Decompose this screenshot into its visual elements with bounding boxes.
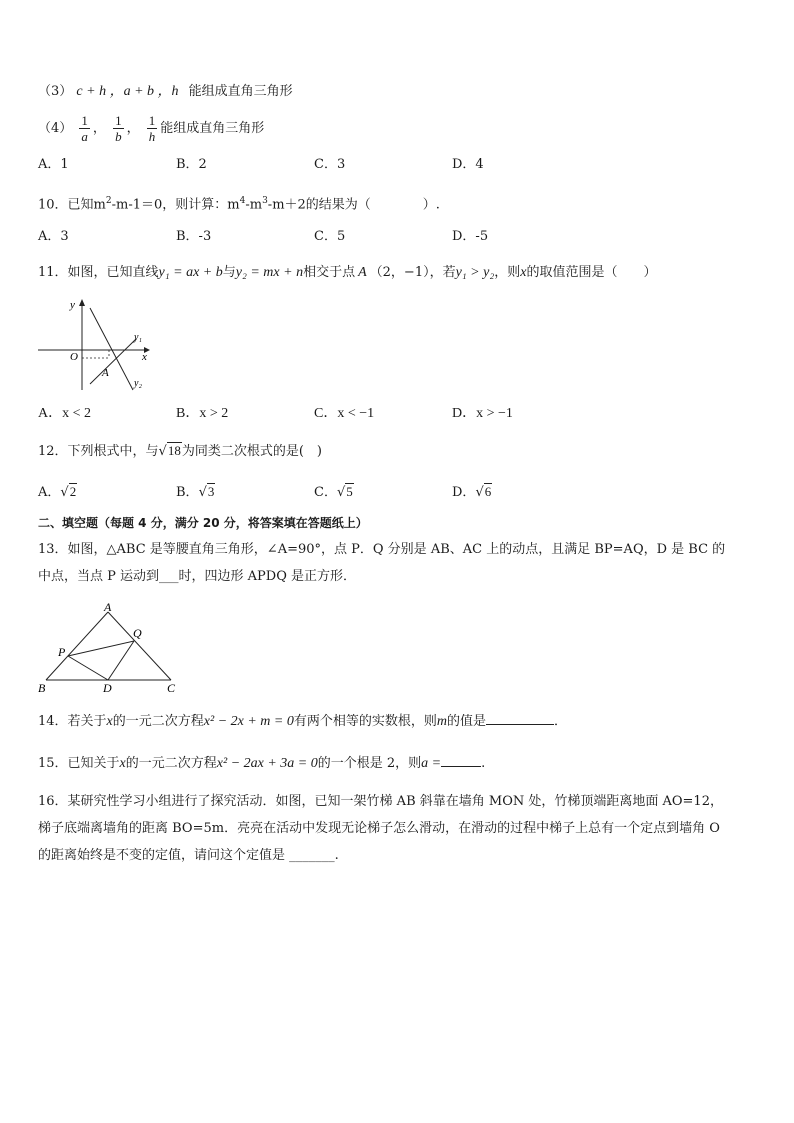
item-prefix: （3） — [38, 84, 73, 99]
item-text: 能组成直角三角形 — [188, 84, 293, 99]
item-math: c + h ，a + b ，h — [76, 84, 179, 99]
option-b[interactable]: B．√3 — [176, 484, 215, 500]
option-a[interactable]: A．x < 2 — [38, 406, 92, 421]
q12-options — [38, 483, 758, 501]
q16-line-1: 16．某研究性学习小组进行了探究活动．如图，已知一架竹梯 AB 斜靠在墙角 MON 处，竹梯顶端距离地面 AO=12， — [38, 794, 723, 809]
option-b[interactable]: B．2 — [176, 157, 207, 172]
option-c[interactable]: C．3 — [314, 157, 346, 172]
option-b[interactable]: B．x > 2 — [176, 406, 229, 421]
segment-qd — [108, 641, 134, 680]
option-a[interactable]: A．1 — [38, 157, 69, 172]
label-y: y — [70, 299, 75, 311]
section-heading: 二、填空题（每题 4 分，满分 20 分，将答案填在答题纸上） — [38, 516, 368, 530]
line-y2 — [90, 339, 136, 384]
label-y1: y₁ — [134, 332, 142, 343]
q14-stem: 14．若关于x的一元二次方程x² − 2x + m = 0有两个相等的实数根，则m的值是 ． — [38, 711, 567, 731]
label-origin: O — [70, 351, 78, 363]
label-point-a: A — [102, 367, 109, 379]
label-d: D — [103, 681, 112, 695]
label-a: A — [104, 600, 112, 614]
q13-triangle-figure — [36, 600, 196, 700]
q16-line-2: 梯子底端离墙角的距离 BO=5m．亮亮在活动中发现无论梯子怎么滑动，在滑动的过程中梯子上总有一个定点到墙角 O — [38, 821, 720, 836]
option-d[interactable]: D．√6 — [452, 484, 492, 500]
label-c: C — [167, 681, 176, 695]
option-d[interactable]: D．-5 — [452, 229, 489, 244]
answer-blank[interactable] — [486, 711, 554, 725]
q16-line-3: 的距离始终是不变的定值，请问这个定值是 _______. — [38, 848, 339, 863]
q13-line-1: 13．如图，△ABC 是等腰直角三角形，∠A=90°，点 P．Q 分别是 AB、AC 上的动点，且满足 BP=AQ，D 是 BC 的 — [38, 542, 726, 557]
q10-stem: 10．已知$m^2-m-1=0$，则计算：$m^4-m^3-m+2$的结果为（ ）. — [38, 196, 440, 213]
label-q: Q — [133, 626, 142, 640]
answer-blank[interactable] — [441, 753, 481, 767]
q15-stem: 15．已知关于x的一元二次方程x² − 2ax + 3a = 0的一个根是 2，则a = . — [38, 753, 485, 773]
segment-pd — [68, 656, 108, 680]
option-a[interactable]: A．√2 — [38, 484, 77, 500]
q11-graph-figure — [36, 294, 156, 394]
option-b[interactable]: B．-3 — [176, 229, 212, 244]
option-c[interactable]: C．√5 — [314, 484, 353, 500]
y-axis-arrow — [79, 299, 85, 306]
sqrt-symbol: √ — [158, 444, 167, 459]
side-ab — [46, 612, 108, 680]
q13-stem — [38, 536, 758, 590]
label-y2: y₂ — [134, 378, 142, 389]
q12-stem: 12．下列根式中，与√18为同类二次根式的是( ) — [38, 443, 322, 459]
q16-stem — [38, 788, 758, 869]
q13-line-2: 中点，当点 P 运动到___时，四边形 APDQ 是正方形． — [38, 569, 356, 584]
q9-item-4: （4） $\frac{1}{a}$ ， $\frac{1}{b}$ ， $\frac{1}{h}$ 能组成直角三角形 — [38, 113, 265, 144]
option-c[interactable]: C．x < −1 — [314, 406, 375, 421]
segment-pq — [68, 641, 134, 656]
item-prefix: （4） — [38, 121, 73, 136]
fraction-1-over-b: $\frac{1}{b}$ — [115, 113, 122, 144]
q9-item-3 — [38, 83, 293, 101]
fraction-1-over-a: $\frac{1}{a}$ — [81, 113, 88, 144]
label-b: B — [38, 681, 46, 695]
option-d[interactable]: D．4 — [452, 157, 484, 172]
fraction-1-over-h: $\frac{1}{h}$ — [148, 113, 156, 144]
q11-stem: 11．如图，已知直线y₁ = ax + b与y₂ = mx + n相交于点 A （2，−1），若y₁ > y₂，则x的取值范围是（ ） — [38, 265, 657, 280]
side-ac — [108, 612, 171, 680]
option-a[interactable]: A．3 — [38, 229, 69, 244]
q9-options — [38, 156, 758, 174]
item-text: 能组成直角三角形 — [160, 121, 265, 136]
q10-options — [38, 228, 758, 246]
label-p: P — [58, 645, 66, 659]
option-d[interactable]: D．x > −1 — [452, 406, 513, 421]
label-x: x — [142, 351, 147, 363]
option-c[interactable]: C．5 — [314, 229, 346, 244]
q11-options — [38, 405, 758, 423]
